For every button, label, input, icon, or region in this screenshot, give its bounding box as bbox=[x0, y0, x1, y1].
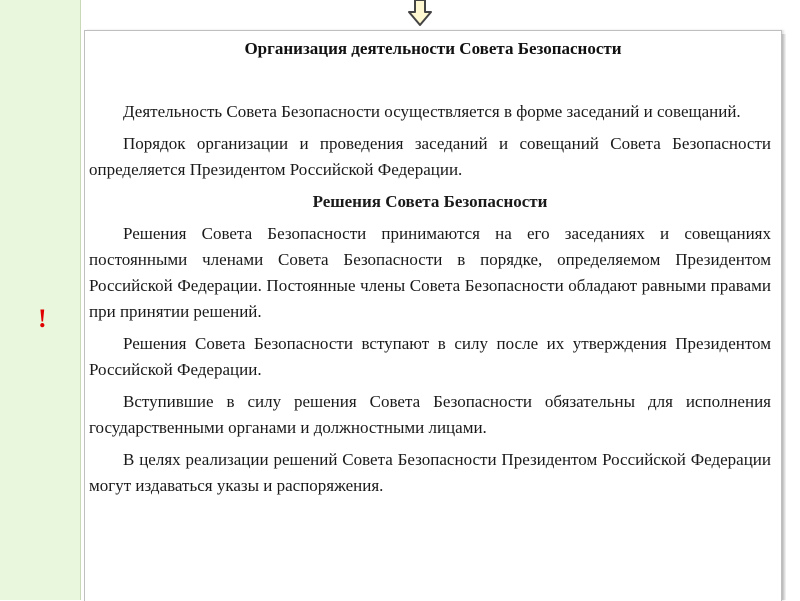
paragraph: Порядок организации и проведения заседаний и совещаний Совета Безопасности определяется Президентом Российской Федерации. bbox=[89, 134, 771, 179]
document-title: Организация деятельности Совета Безопасности bbox=[244, 39, 622, 58]
down-arrow-icon bbox=[407, 0, 433, 26]
page-shadow bbox=[782, 34, 786, 600]
document-body bbox=[89, 99, 771, 505]
paragraph: В целях реализации решений Совета Безопасности Президентом Российской Федерации могут издаваться указы и распоряжения. bbox=[89, 450, 771, 495]
paragraph: Решения Совета Безопасности вступают в силу после их утверждения Президентом Российской Федерации. bbox=[89, 334, 771, 379]
paragraph: Деятельность Совета Безопасности осуществляется в форме заседаний и совещаний. bbox=[123, 102, 741, 121]
left-sidebar bbox=[0, 0, 81, 600]
exclamation-mark: ! bbox=[38, 304, 47, 333]
document-page bbox=[84, 30, 782, 601]
section-heading: Решения Совета Безопасности bbox=[312, 192, 548, 211]
paragraph: Решения Совета Безопасности принимаются на его заседаниях и совещаниях постоянными членами Совета Безопасности в порядке, определяемом Президентом Российской Федерации. Постоянные члены Совета Безопасности обладают равными правами при принятии решений. bbox=[89, 224, 771, 321]
paragraph: Вступившие в силу решения Совета Безопасности обязательны для исполнения государственными органами и должностными лицами. bbox=[89, 392, 771, 437]
